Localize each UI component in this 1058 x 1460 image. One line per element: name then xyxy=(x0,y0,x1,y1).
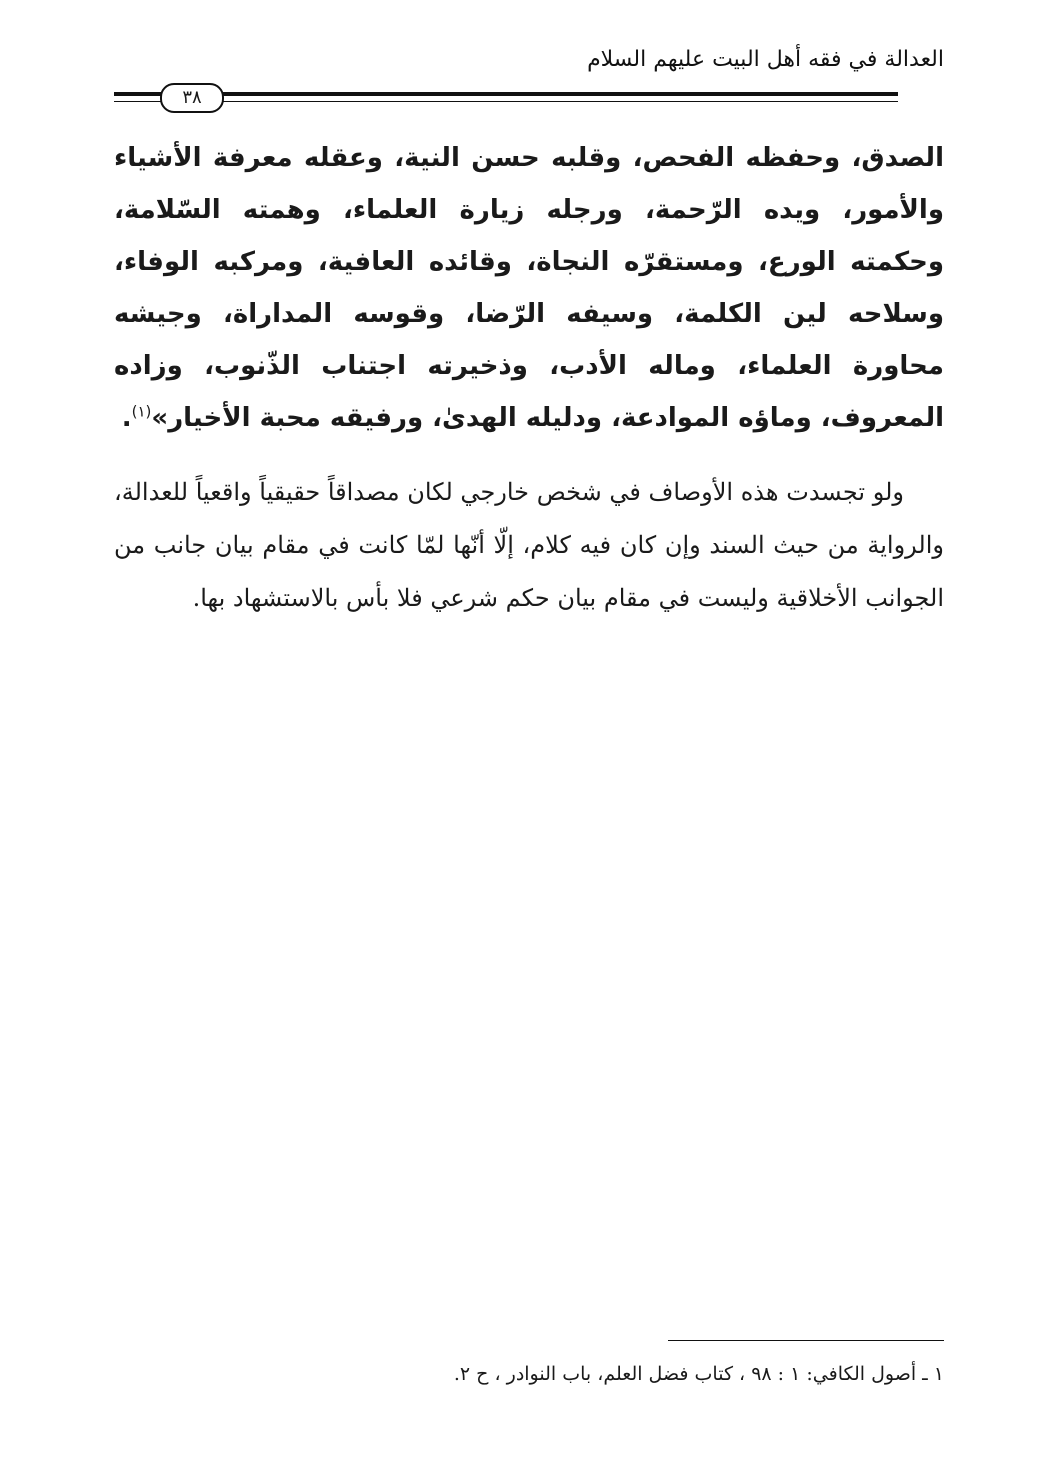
quote-end: . xyxy=(121,403,132,433)
footnote-reference[interactable]: (١) xyxy=(131,402,152,421)
header-rule-thin xyxy=(114,101,898,102)
running-title: العدالة في فقه أهل البيت عليهم السلام xyxy=(587,47,944,72)
quote-paragraph xyxy=(114,132,944,444)
page-header xyxy=(114,44,944,84)
quote-text: الصدق، وحفظه الفحص، وقلبه حسن النية، وعقله معرفة الأشياء والأمور، ويده الرّحمة، ورجله زيارة العلماء، وهمته السّلامة، وحكمته الورع، ومستقرّه النجاة، وقائده العافية، ومركبه الوفاء، وسلاحه لين الكلمة، وسيفه الرّضا، وقوسه المداراة، وجيشه محاورة العلماء، وماله الأدب، وذخيرته اجتناب الذّنوب، وزاده المعروف، وماؤه الموادعة، ودليله الهدىٰ، ورفيقه محبة الأخيار» xyxy=(114,143,944,433)
page-number: ٣٨ xyxy=(160,83,224,113)
body-paragraph: ولو تجسدت هذه الأوصاف في شخص خارجي لكان مصداقاً حقيقياً واقعياً للعدالة، والرواية من حيث السند وإن كان فيه كلام، إلّا أنّها لمّا كانت في مقام بيان جانب من الجوانب الأخلاقية وليست في مقام بيان حكم شرعي فلا بأس بالاستشهاد بها. xyxy=(114,478,944,612)
main-text xyxy=(114,132,944,625)
footnote-1: ١ ـ أصول الكافي: ١ : ٩٨ ، كتاب فضل العلم، باب النوادر ، ح ٢. xyxy=(453,1363,944,1385)
footnote-separator xyxy=(668,1340,944,1341)
